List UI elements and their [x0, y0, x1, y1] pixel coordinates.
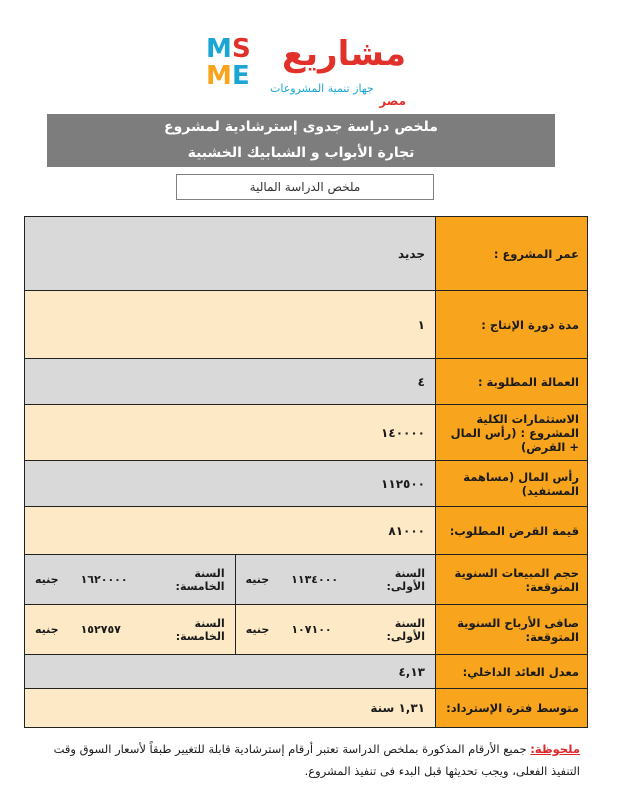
logo-letter: M: [206, 34, 232, 64]
row-value: ٨١٠٠٠: [25, 507, 435, 554]
row-label: العمالة المطلوبة :: [435, 359, 587, 404]
title-line-2: تجارة الأبواب و الشبابيك الخشبية: [187, 145, 415, 161]
year1-value: ١٠٧١٠٠: [291, 623, 332, 636]
year1-value: ١١٣٤٠٠٠: [291, 573, 339, 586]
logo-wordmark: [266, 34, 406, 114]
row-value: ١١٢٥٠٠: [25, 461, 435, 506]
logo-letter: E: [232, 61, 250, 91]
year1-cell: [246, 567, 425, 593]
msme-mark: [206, 36, 262, 90]
note-text: جميع الأرقام المذكورة بملخص الدراسة تعتبر أرقام إسترشادية قابلة للتغيير طبقاً لأسعار السوق وقت التنفيذ الفعلى، ويجب تحديثها قبل البدء فى تنفيذ المشروع.: [53, 742, 580, 778]
table-row: [25, 605, 587, 655]
page-title: [47, 114, 555, 167]
divider: [235, 555, 236, 604]
row-label: حجم المبيعات السنوية المتوقعة:: [435, 555, 587, 604]
year1-label: السنة الأولى:: [386, 616, 425, 643]
row-value: جديد: [25, 217, 435, 290]
table-row: [25, 359, 587, 405]
table-row: [25, 555, 587, 605]
note-label: ملحوظة:: [530, 742, 580, 756]
year1-unit: جنيه: [245, 573, 270, 586]
row-value: ٤: [25, 359, 435, 404]
row-value: [25, 605, 435, 654]
msme-logo: [206, 32, 406, 108]
row-label: رأس المال (مساهمة المستفيد): [435, 461, 587, 506]
table-row: [25, 689, 587, 727]
section-subtitle: ملخص الدراسة المالية: [176, 174, 434, 200]
footnote: [34, 738, 580, 782]
logo-letter: M: [206, 61, 232, 91]
year5-unit: جنيه: [35, 623, 59, 636]
year1-unit: جنيه: [245, 623, 270, 636]
year1-label: السنة الأولى:: [386, 566, 425, 593]
table-row: [25, 217, 587, 291]
table-row: [25, 655, 587, 689]
year1-cell: [246, 617, 425, 643]
row-value: ١,٣١ سنة: [25, 689, 435, 727]
title-line-1: ملخص دراسة جدوى إسترشادية لمشروع: [164, 119, 438, 135]
year5-label: السنة الخامسة:: [175, 616, 225, 643]
year5-value: ١٥٢٧٥٧: [80, 623, 121, 636]
row-value: ١٤٠٠٠٠: [25, 405, 435, 460]
row-label: الاستثمارات الكلية المشروع : (رأس المال + القرض): [435, 405, 587, 460]
year5-value: ١٦٢٠٠٠٠: [80, 573, 128, 586]
divider: [235, 605, 236, 654]
row-label: معدل العائد الداخلي:: [435, 655, 587, 688]
year5-cell: [35, 617, 225, 643]
row-label: عمر المشروع :: [435, 217, 587, 290]
year5-label: السنة الخامسة:: [175, 566, 225, 593]
row-label: صافى الأرباح السنوية المتوقعة:: [435, 605, 587, 654]
table-row: [25, 405, 587, 461]
row-value: ٤,١٣: [25, 655, 435, 688]
year5-unit: جنيه: [35, 573, 59, 586]
row-value: [25, 555, 435, 604]
logo-letter: S: [232, 34, 251, 64]
year5-cell: [35, 567, 225, 593]
row-label: مدة دورة الإنتاج :: [435, 291, 587, 358]
logo-subword: مصر: [379, 94, 406, 108]
row-label: متوسط فترة الإسترداد:: [435, 689, 587, 727]
table-row: [25, 461, 587, 507]
row-label: قيمة القرض المطلوب:: [435, 507, 587, 554]
logo-word: مشاريع: [282, 34, 406, 74]
table-row: [25, 291, 587, 359]
table-row: [25, 507, 587, 555]
logo-tagline: جهاز تنمية المشروعات: [270, 82, 374, 95]
financial-summary-table: [24, 216, 588, 728]
row-value: ١: [25, 291, 435, 358]
